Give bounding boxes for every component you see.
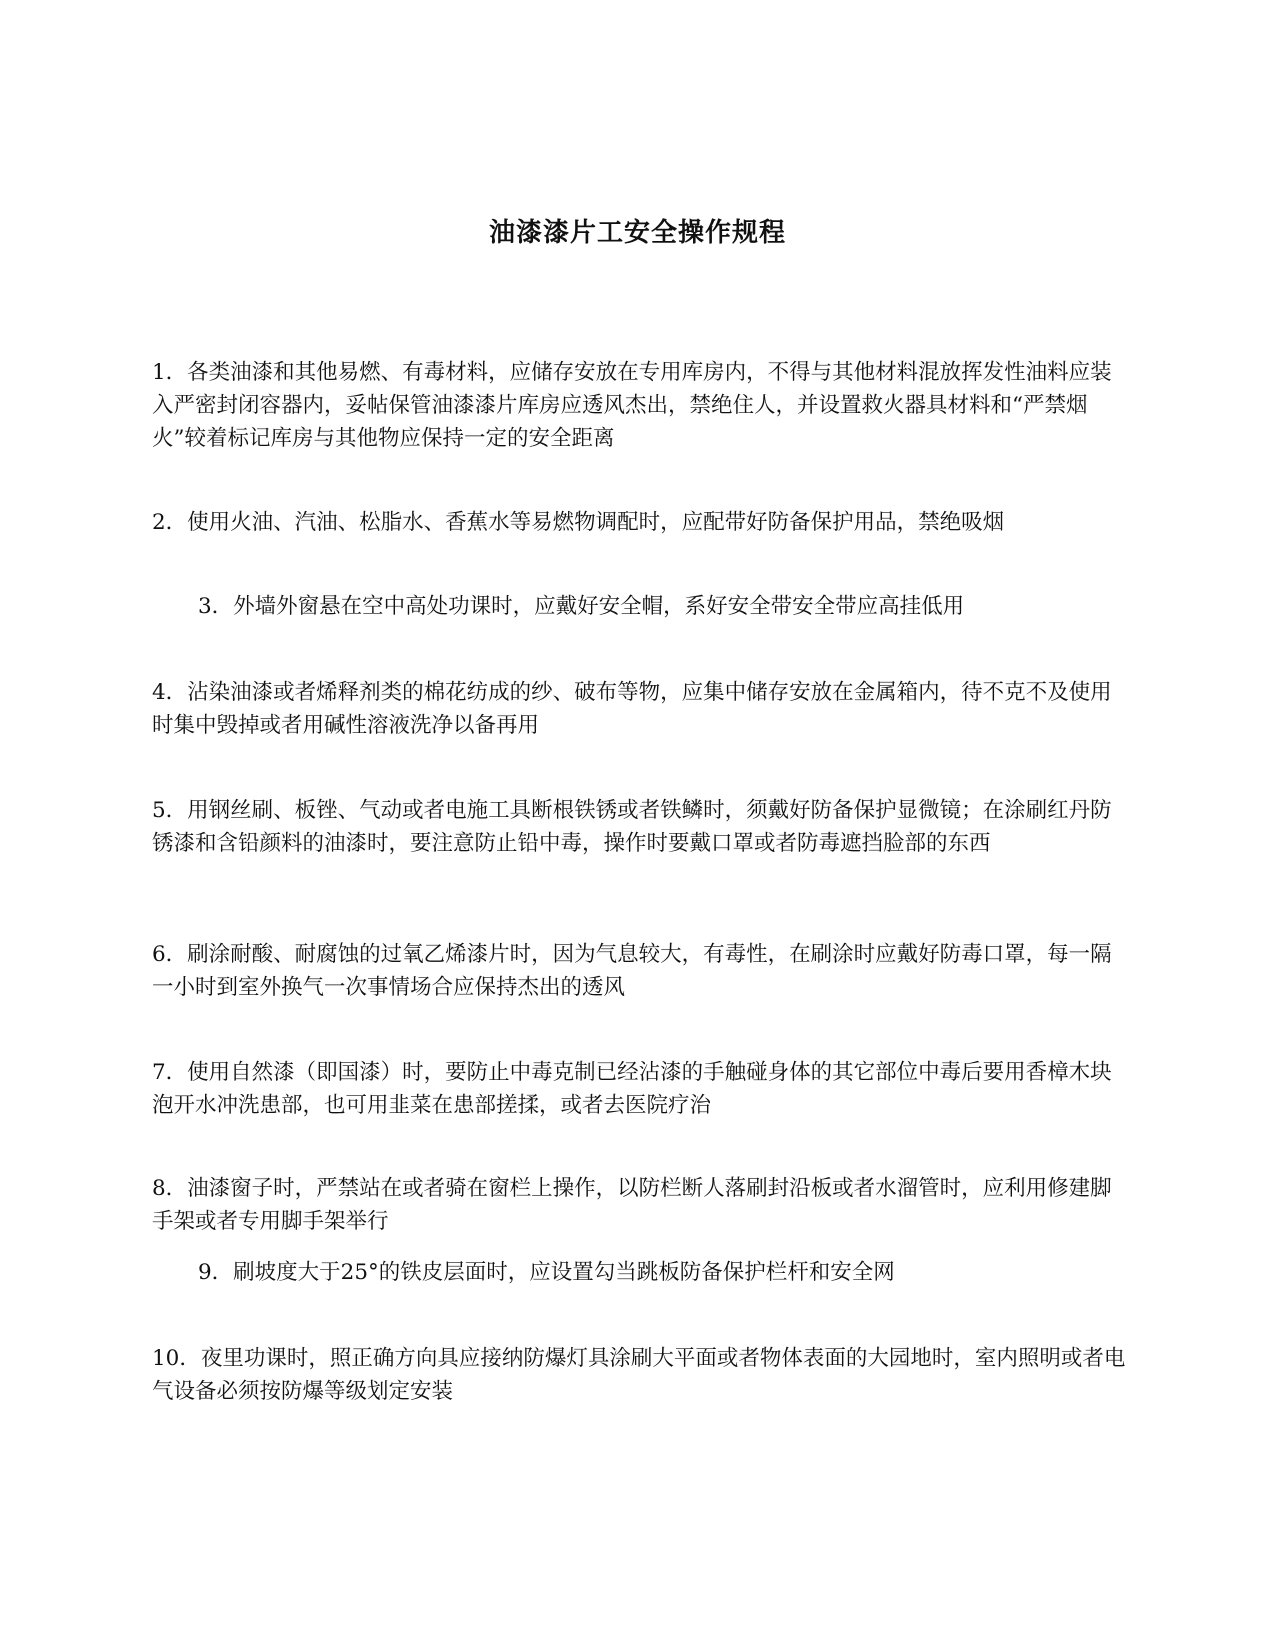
paragraph-6: 6．刷涂耐酸、耐腐蚀的过氧乙烯漆片时，因为气息较大，有毒性，在刷涂时应戴好防毒口罩，每一隔一小时到室外换气一次事情场合应保持杰出的透风 (152, 942, 1112, 1000)
paragraph-2: 2．使用火油、汽油、松脂水、香蕉水等易燃物调配时，应配带好防备保护用品，禁绝吸烟 (152, 510, 1005, 535)
paragraph-10: 10．夜里功课时，照正确方向具应接纳防爆灯具涂刷大平面或者物体表面的大园地时，室内照明或者电气设备必须按防爆等级划定安装 (152, 1346, 1126, 1404)
document-title: 油漆漆片工安全操作规程 (488, 218, 786, 248)
paragraph-8: 8．油漆窗子时，严禁站在或者骑在窗栏上操作，以防栏断人落刷封沿板或者水溜管时，应利用修建脚手架或者专用脚手架举行 (152, 1176, 1112, 1234)
paragraph-3: 3．外墙外窗悬在空中高处功课时，应戴好安全帽，系好安全带安全带应高挂低用 (198, 594, 965, 619)
paragraph-4: 4．沾染油漆或者烯释剂类的棉花纺成的纱、破布等物，应集中储存安放在金属箱内，待不克不及使用时集中毁掉或者用碱性溶液洗净以备再用 (152, 680, 1112, 738)
paragraph-9: 9．刷坡度大于25°的铁皮层面时，应设置勾当跳板防备保护栏杆和安全网 (198, 1260, 895, 1285)
paragraph-5: 5．用钢丝刷、板锉、气动或者电施工具断根铁锈或者铁鳞时，须戴好防备保护显微镜；在涂刷红丹防锈漆和含铅颜料的油漆时，要注意防止铅中毒，操作时要戴口罩或者防毒遮挡脸部的东西 (152, 798, 1112, 856)
paragraph-1: 1．各类油漆和其他易燃、有毒材料，应储存安放在专用库房内，不得与其他材料混放挥发性油料应装入严密封闭容器内，妥帖保管油漆漆片库房应透风杰出，禁绝住人，并设置救火器具材料和“严禁烟火”较着标记库房与其他物应保持一定的安全距离 (152, 360, 1112, 451)
paragraph-7: 7．使用自然漆（即国漆）时，要防止中毒克制已经沾漆的手触碰身体的其它部位中毒后要用香樟木块泡开水冲洗患部，也可用韭菜在患部搓揉，或者去医院疗治 (152, 1060, 1112, 1118)
